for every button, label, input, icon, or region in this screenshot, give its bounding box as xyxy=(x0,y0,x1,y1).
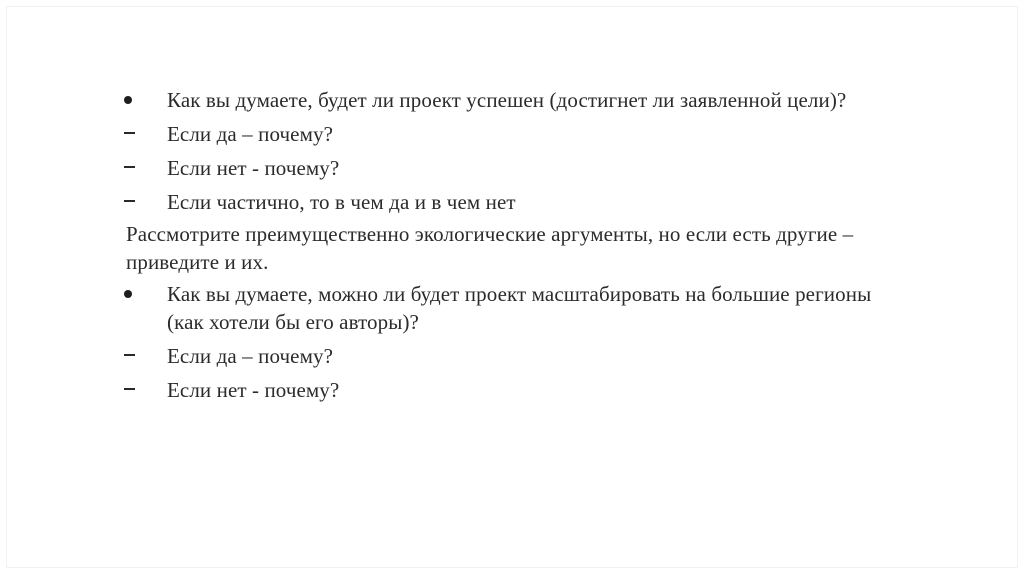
dash-icon xyxy=(124,200,135,202)
dash-text-4: Если да – почему? xyxy=(167,344,334,368)
bullet-text-2: Как вы думаете, можно ли будет проект масштабировать на большие регионы (как хотели бы его авторы)? xyxy=(167,282,872,334)
bullet-item-2 xyxy=(120,280,900,336)
paragraph-note: Рассмотрите преимущественно экологические аргументы, но если есть другие – приведите и их. xyxy=(126,222,854,274)
dash-icon xyxy=(124,354,135,356)
dash-item-1 xyxy=(120,120,900,148)
slide-content xyxy=(120,86,900,404)
dash-item-5 xyxy=(120,376,900,404)
dash-icon xyxy=(124,132,135,134)
dash-text-1: Если да – почему? xyxy=(167,122,334,146)
bullet-item-1 xyxy=(120,86,900,114)
dash-text-5: Если нет - почему? xyxy=(167,378,340,402)
dash-icon xyxy=(124,166,135,168)
dash-icon xyxy=(124,388,135,390)
bullet-dot-icon xyxy=(124,290,132,298)
bullet-text-1: Как вы думаете, будет ли проект успешен (достигнет ли заявленной цели)? xyxy=(167,88,847,112)
dash-item-2 xyxy=(120,154,900,182)
dash-text-2: Если нет - почему? xyxy=(167,156,340,180)
dash-text-3: Если частично, то в чем да и в чем нет xyxy=(167,190,516,214)
dash-item-4 xyxy=(120,342,900,370)
dash-item-3 xyxy=(120,188,900,216)
bullet-dot-icon xyxy=(124,96,132,104)
